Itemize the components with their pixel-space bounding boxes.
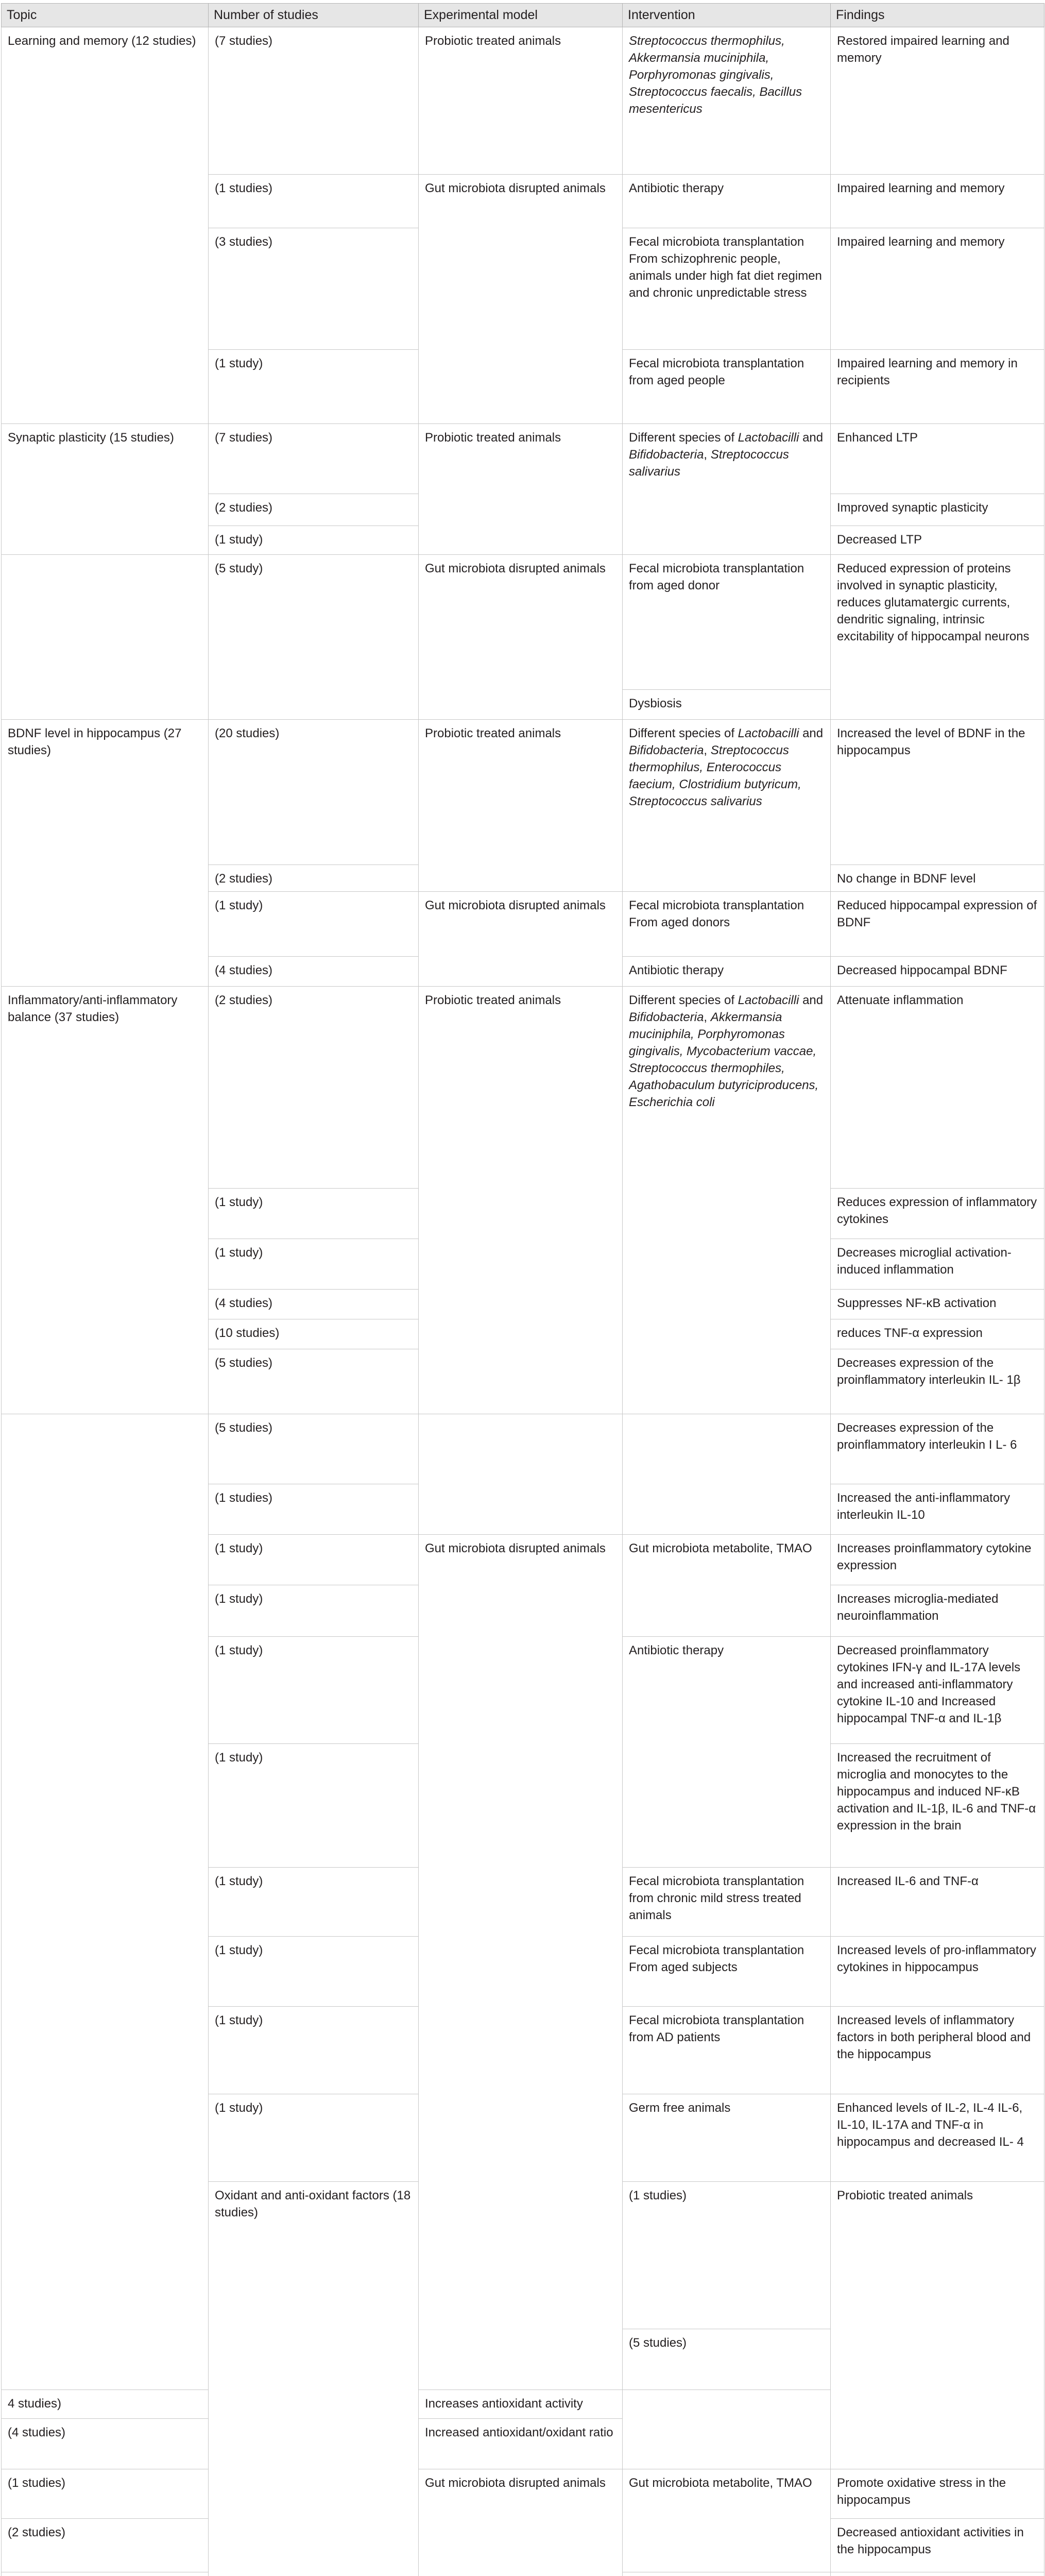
topic-cell: Synaptic plasticity (15 studies): [2, 424, 209, 555]
model-cell: Gut microbiota disrupted animals: [419, 555, 623, 720]
intervention-cell: Different species of Lactobacilli and Bifidobacteria, Streptococcus salivarius: [623, 424, 831, 555]
finding-cell: [831, 2572, 1044, 2576]
studies-cell: (1 studies): [623, 2182, 831, 2329]
intervention-cell: Antibiotic therapy: [623, 175, 831, 228]
studies-cell: [2, 2572, 209, 2576]
finding-cell: Attenuate inflammation: [831, 987, 1044, 1189]
topic-cell: Inflammatory/anti-inflammatory balance (37 studies): [2, 987, 209, 1414]
finding-cell: Impaired learning and memory in recipients: [831, 350, 1044, 424]
finding-cell: Restored impaired learning and memory: [831, 27, 1044, 175]
finding-cell: Increases antioxidant activity: [419, 2390, 623, 2419]
finding-cell: Reduces expression of inflammatory cytokines: [831, 1189, 1044, 1239]
studies-cell: (3 studies): [209, 228, 419, 350]
studies-cell: (1 study): [209, 2007, 419, 2094]
studies-cell: (1 study): [209, 1744, 419, 1868]
intervention-cell: Gut microbiota metabolite, TMAO: [623, 2469, 831, 2572]
intervention-cell: Different species of Lactobacilli and Bifidobacteria, Akkermansia muciniphila, Porphyromonas gingivalis, Mycobacterium vaccae, Streptococcus thermophiles, Agathobaculum butyriciproducens, Escherichia coli: [623, 987, 831, 1414]
finding-cell: Suppresses NF-κB activation: [831, 1290, 1044, 1319]
finding-cell: Reduced expression of proteins involved in synaptic plasticity, reduces glutamatergic currents, dendritic signaling, intrinsic excitability of hippocampal neurons: [831, 555, 1044, 720]
studies-cell: (1 study): [209, 1637, 419, 1744]
finding-cell: Decreases expression of the proinflammatory interleukin IL- 1β: [831, 1349, 1044, 1414]
header-findings: Findings: [831, 4, 1044, 27]
finding-cell: Impaired learning and memory: [831, 175, 1044, 228]
finding-cell: Impaired learning and memory: [831, 228, 1044, 350]
intervention-cell: Fecal microbiota transplantation From aged donors: [623, 892, 831, 957]
studies-cell: (1 study): [209, 1585, 419, 1637]
studies-cell: (4 studies): [209, 1290, 419, 1319]
studies-cell: (2 studies): [209, 494, 419, 526]
studies-cell: (1 study): [209, 1868, 419, 1937]
studies-cell: (20 studies): [209, 720, 419, 865]
header-topic: Topic: [2, 4, 209, 27]
model-cell: Probiotic treated animals: [419, 720, 623, 892]
studies-cell: (1 studies): [209, 175, 419, 228]
studies-cell: (2 studies): [2, 2519, 209, 2572]
topic-cell: [2, 555, 209, 720]
intervention-cell: Different species of Lactobacilli and Bifidobacteria, Streptococcus thermophilus, Enterococcus faecium, Clostridium butyricum, Streptococcus salivarius: [623, 720, 831, 892]
studies-cell: (2 studies): [209, 987, 419, 1189]
intervention-cell: Gut microbiota metabolite, TMAO: [623, 1535, 831, 1637]
studies-cell: (7 studies): [209, 27, 419, 175]
model-cell: Probiotic treated animals: [419, 27, 623, 175]
model-cell: Gut microbiota disrupted animals: [419, 1535, 623, 2390]
intervention-cell: Germ free animals: [623, 2094, 831, 2182]
studies-cell: (1 study): [209, 2094, 419, 2182]
table-row: [2, 720, 1044, 865]
finding-cell: Enhanced LTP: [831, 424, 1044, 494]
intervention-cell: Dysbiosis: [623, 690, 831, 720]
header-number-of-studies: Number of studies: [209, 4, 419, 27]
finding-cell: Increased the anti-inflammatory interleukin IL-10: [831, 1484, 1044, 1535]
table-row: [2, 555, 1044, 690]
intervention-cell: Antibiotic therapy: [623, 1637, 831, 1868]
studies-cell: (1 study): [209, 1239, 419, 1290]
studies-cell: 4 studies): [2, 2390, 209, 2419]
finding-cell: Increased antioxidant/oxidant ratio: [419, 2419, 623, 2469]
table-row: [2, 987, 1044, 1189]
studies-cell: (4 studies): [209, 957, 419, 987]
table-row: [2, 2469, 1044, 2519]
model-cell: Probiotic treated animals: [831, 2182, 1044, 2469]
intervention-cell: Fecal microbiota transplantation from chronic mild stress treated animals: [623, 1868, 831, 1937]
intervention-cell: [623, 1414, 831, 1535]
intervention-cell: Fecal microbiota transplantation From schizophrenic people, animals under high fat diet regimen and chronic unpredictable stress: [623, 228, 831, 350]
finding-cell: Increases microglia-mediated neuroinflammation: [831, 1585, 1044, 1637]
finding-cell: Enhanced levels of IL-2, IL-4 IL-6, IL-10, IL-17A and TNF-α in hippocampus and decreased IL- 4: [831, 2094, 1044, 2182]
studies-cell: (1 study): [209, 1535, 419, 1585]
model-cell: Probiotic treated animals: [419, 987, 623, 1414]
header-experimental-model: Experimental model: [419, 4, 623, 27]
finding-cell: Increased levels of inflammatory factors in both peripheral blood and the hippocampus: [831, 2007, 1044, 2094]
finding-cell: Increases proinflammatory cytokine expression: [831, 1535, 1044, 1585]
topic-cell: Learning and memory (12 studies): [2, 27, 209, 424]
intervention-cell: Fecal microbiota transplantation From aged subjects: [623, 1937, 831, 2007]
model-cell: [419, 1414, 623, 1535]
studies-cell: (5 studies): [209, 1349, 419, 1414]
topic-cell: Oxidant and anti-oxidant factors (18 studies): [209, 2182, 419, 2576]
table-row: [2, 424, 1044, 494]
model-cell: Probiotic treated animals: [419, 424, 623, 555]
studies-cell: (1 study): [209, 1189, 419, 1239]
finding-cell: Increased levels of pro-inflammatory cytokines in hippocampus: [831, 1937, 1044, 2007]
intervention-cell: Fecal microbiota transplantation from aged donor: [623, 555, 831, 690]
finding-cell: Decreased proinflammatory cytokines IFN-γ and IL-17A levels and increased anti-inflammatory cytokine IL-10 and Increased hippocampal TNF-α and IL-1β: [831, 1637, 1044, 1744]
finding-cell: Increased IL-6 and TNF-α: [831, 1868, 1044, 1937]
studies-cell: (1 studies): [2, 2469, 209, 2519]
finding-cell: Decreases microglial activation-induced inflammation: [831, 1239, 1044, 1290]
finding-cell: Increased the recruitment of microglia and monocytes to the hippocampus and induced NF-κB activation and IL-1β, IL-6 and TNF-α expression in the brain: [831, 1744, 1044, 1868]
finding-cell: Decreased hippocampal BDNF: [831, 957, 1044, 987]
findings-table-container: [1, 3, 1044, 2576]
studies-cell: (1 study): [209, 1937, 419, 2007]
intervention-cell: Fecal microbiota transplantation from AD patients: [623, 2007, 831, 2094]
intervention-cell: [623, 2572, 831, 2576]
finding-cell: reduces TNF-α expression: [831, 1319, 1044, 1349]
studies-cell: (2 studies): [209, 865, 419, 892]
studies-cell: (1 studies): [209, 1484, 419, 1535]
studies-cell: (5 studies): [623, 2329, 831, 2390]
intervention-cell: Antibiotic therapy: [623, 957, 831, 987]
studies-cell: (4 studies): [2, 2419, 209, 2469]
studies-cell: (5 study): [209, 555, 419, 720]
intervention-cell: Fecal microbiota transplantation from aged people: [623, 350, 831, 424]
studies-cell: (5 studies): [209, 1414, 419, 1484]
table-row: [2, 27, 1044, 175]
studies-cell: (1 study): [209, 892, 419, 957]
finding-cell: No change in BDNF level: [831, 865, 1044, 892]
studies-cell: (10 studies): [209, 1319, 419, 1349]
findings-table: [1, 3, 1044, 2576]
studies-cell: (1 study): [209, 350, 419, 424]
finding-cell: Promote oxidative stress in the hippocampus: [831, 2469, 1044, 2519]
finding-cell: Decreases expression of the proinflammatory interleukin I L- 6: [831, 1414, 1044, 1484]
studies-cell: (1 study): [209, 526, 419, 555]
finding-cell: Reduced hippocampal expression of BDNF: [831, 892, 1044, 957]
model-cell: Gut microbiota disrupted animals: [419, 2469, 623, 2576]
finding-cell: Increased the level of BDNF in the hippocampus: [831, 720, 1044, 865]
studies-cell: (7 studies): [209, 424, 419, 494]
model-cell: Gut microbiota disrupted animals: [419, 175, 623, 424]
finding-cell: Decreased antioxidant activities in the hippocampus: [831, 2519, 1044, 2572]
header-intervention: Intervention: [623, 4, 831, 27]
finding-cell: Improved synaptic plasticity: [831, 494, 1044, 526]
intervention-cell: Streptococcus thermophilus, Akkermansia muciniphila, Porphyromonas gingivalis, Streptococcus faecalis, Bacillus mesentericus: [623, 27, 831, 175]
model-cell: Gut microbiota disrupted animals: [419, 892, 623, 987]
table-header-row: [2, 4, 1044, 27]
table-row: [2, 1414, 1044, 1484]
finding-cell: Decreased LTP: [831, 526, 1044, 555]
topic-cell: [2, 1414, 209, 2390]
topic-cell: BDNF level in hippocampus (27 studies): [2, 720, 209, 987]
